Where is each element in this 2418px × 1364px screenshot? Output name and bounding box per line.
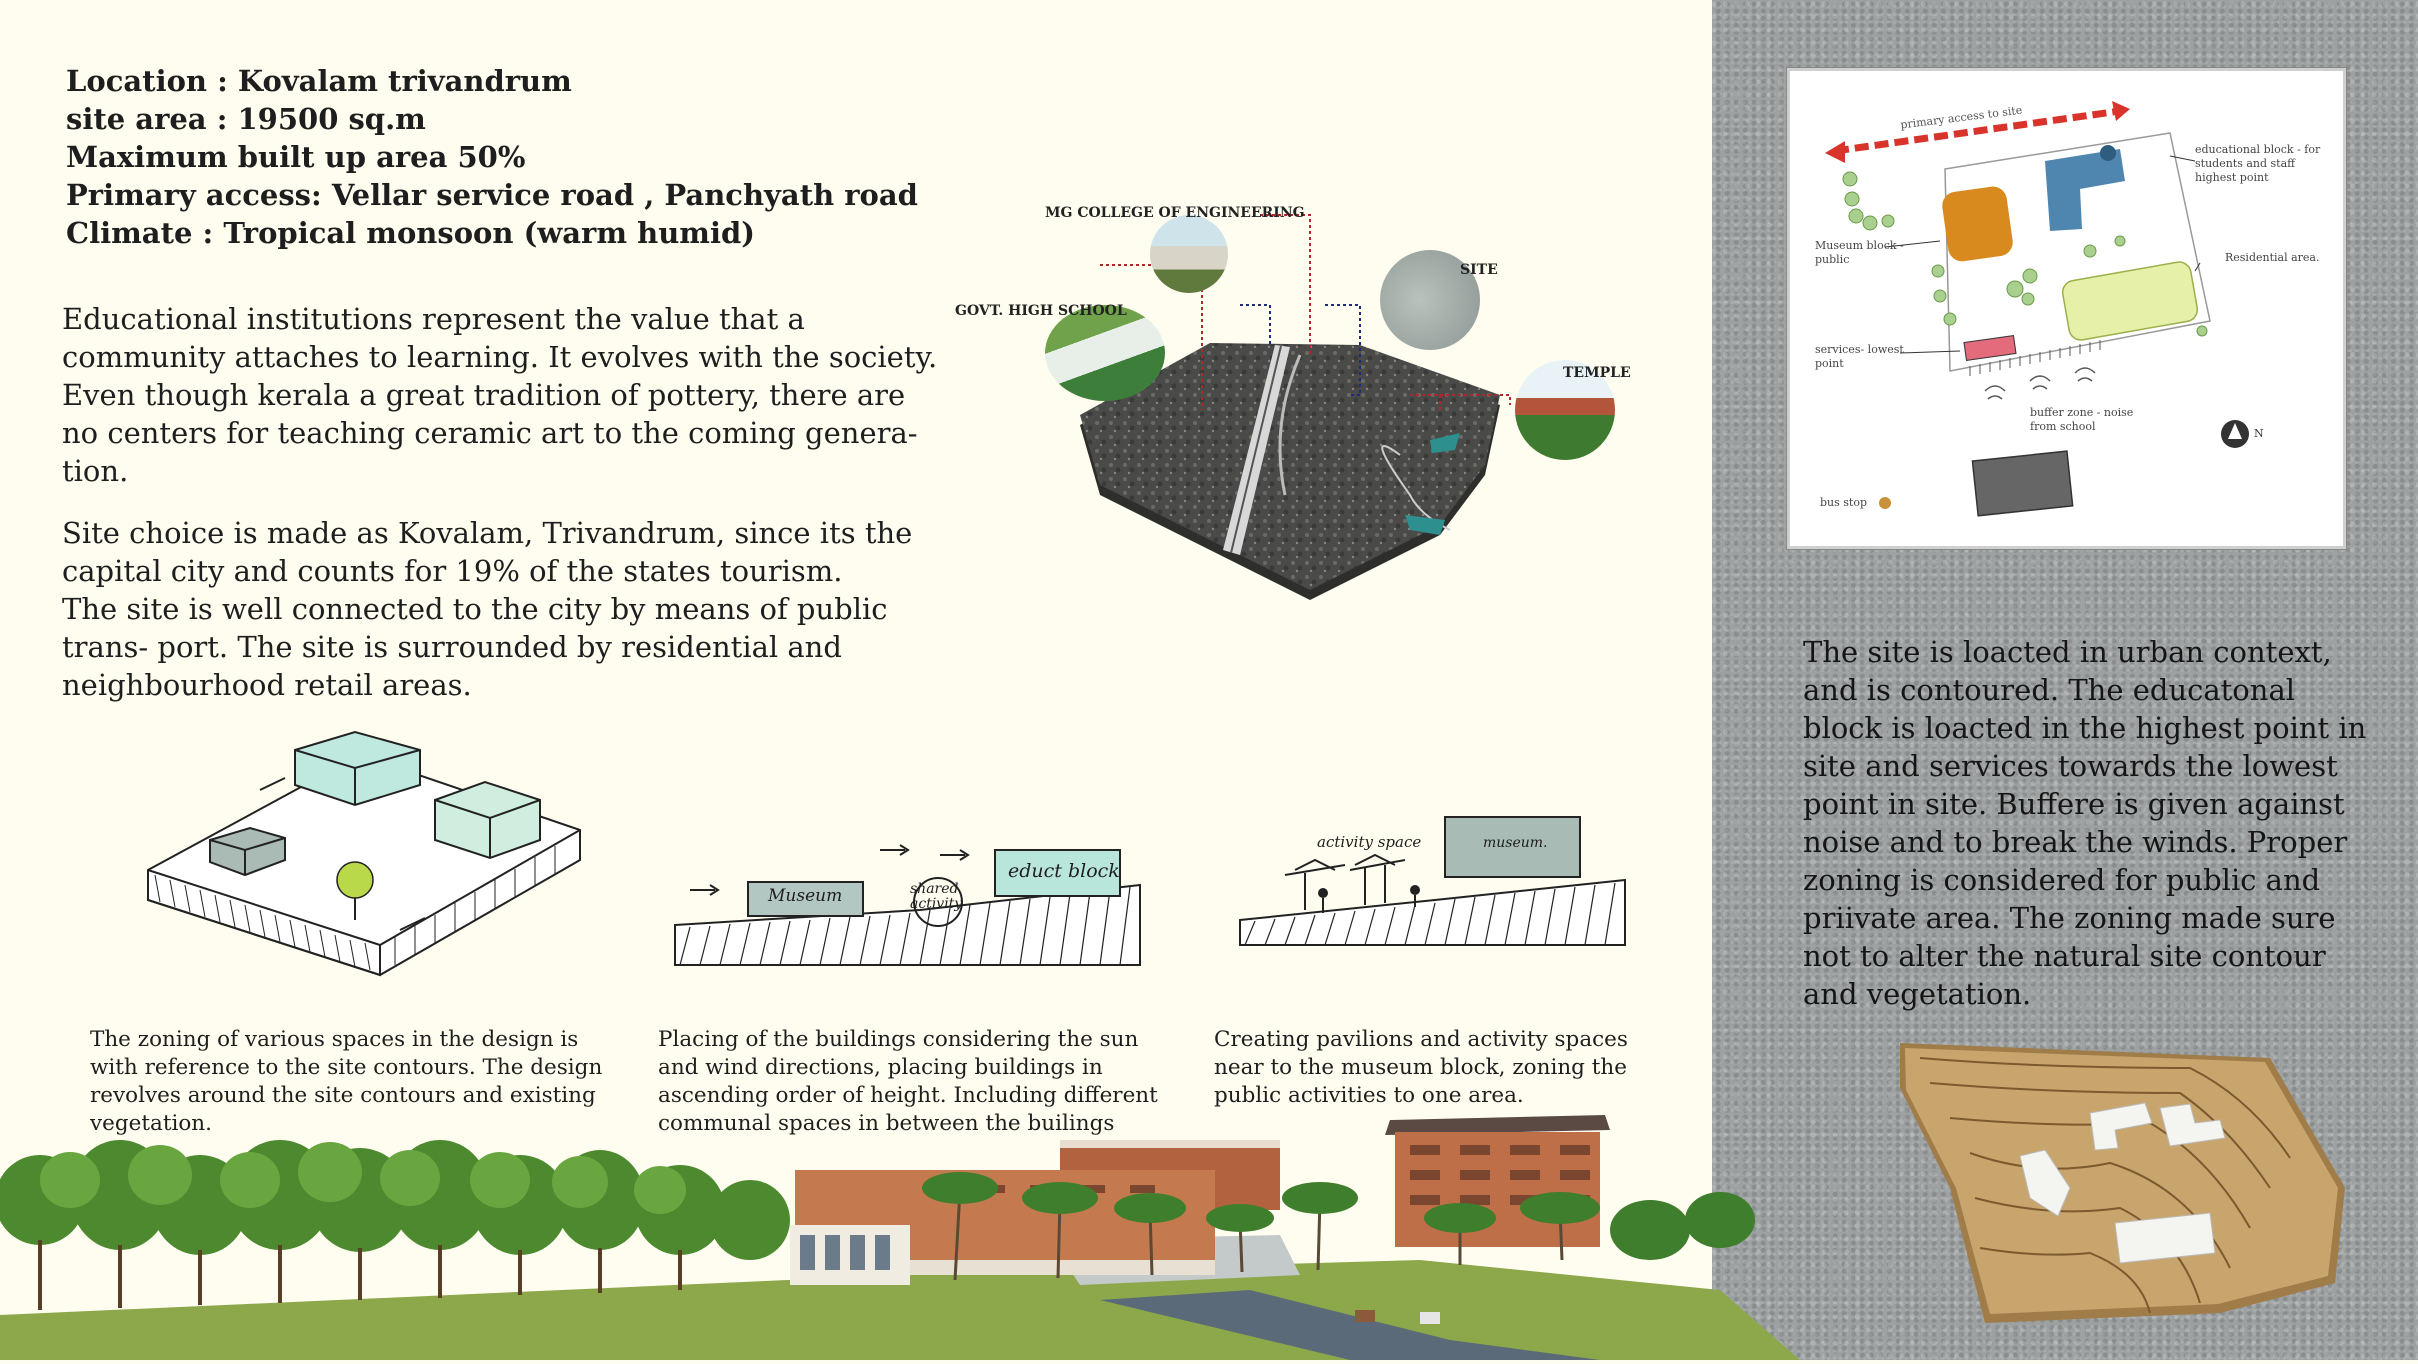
activity-space-section [1235,805,1675,950]
building-height-section [670,830,1145,970]
label-services: services- lowest point [1815,343,1904,370]
label-buffer-zone: buffer zone - noise from school [2030,406,2134,433]
project-facts [66,62,918,252]
site-context-map [940,195,1640,615]
label-primary-access: primary access to site [1899,103,2023,132]
intro-paragraph-3: The site is well connected to the city by means of public trans- port. The site is surrounded by residential and neighbourhood retail areas. [62,592,888,702]
label-residential: Residential area. [2225,251,2320,264]
sketch-shared-label: shared activity [910,881,963,912]
intro-paragraph-1: Educational institutions represent the value that a community attaches to learning. It evolves with the society. Even though kerala a great tradition of pottery, there are no centers for teaching ceramic art to the coming genera- tion. [62,302,938,488]
label-educational-block: educational block - for students and staff highest point [2195,143,2321,184]
sketch-activity-label: activity space [1317,833,1422,851]
fact-location: Location : Kovalam trivandrum [66,64,572,98]
sketch-educt-label: educt block [1008,860,1120,882]
north-label: N [2254,427,2264,440]
intro-paragraph-2: Site choice is made as Kovalam, Trivandrum, since its the capital city and counts for 19% of the states tourism. [62,516,913,588]
label-museum-block: Museum block - public [1815,239,1904,266]
sketch-museum-label: Museum [768,886,843,906]
isometric-zoning-drawing [140,730,590,990]
contour-model [1890,1038,2360,1328]
fact-access: Primary access: Vellar service road , Panchyath road [66,178,918,212]
caption-pavilions: Creating pavilions and activity spaces near to the museum block, zoning the public activities to one area. [1214,1027,1628,1108]
site-description: The site is loacted in urban context, and is contoured. The educatonal block is loacted in the highest point in site and services towards the lowest point in site. Buffere is given against noise and to break the winds. Proper zoning is considered for public and priivate area. The zoning made sure not to alter the natural site contour and vegetation. [1803,635,2367,1011]
campus-rendering-view [0,1100,1800,1360]
sketch-museum-block-label: museum. [1483,835,1548,851]
section-sketch-1 [670,830,1145,970]
label-school: GOVT. HIGH SCHOOL [955,303,1127,319]
label-temple: TEMPLE [1563,365,1631,381]
fact-climate: Climate : Tropical monsoon (warm humid) [66,216,755,250]
label-college: MG COLLEGE OF ENGINEERING [1045,205,1305,221]
label-bus-stop: bus stop [1820,496,1867,509]
zoning-diagram [1787,68,2346,549]
caption-placement: Placing of the buildings considering the sun and wind directions, placing buildings in ascending order of height. Including different communal spaces in between the builings [658,1027,1158,1136]
campus-rendering [0,1100,1800,1360]
zoning-sketch [140,730,590,990]
label-site: SITE [1460,262,1498,278]
contour-site-model [1890,1038,2360,1328]
fact-built-up: Maximum built up area 50% [66,140,526,174]
caption-zoning: The zoning of various spaces in the design is with reference to the site contours. The design revolves around the site contours and existing vegetation. [90,1027,603,1136]
school-thumbnail [1045,305,1165,401]
college-thumbnail [1150,215,1228,293]
fact-site-area: site area : 19500 sq.m [66,102,426,136]
section-sketch-2 [1235,805,1675,950]
